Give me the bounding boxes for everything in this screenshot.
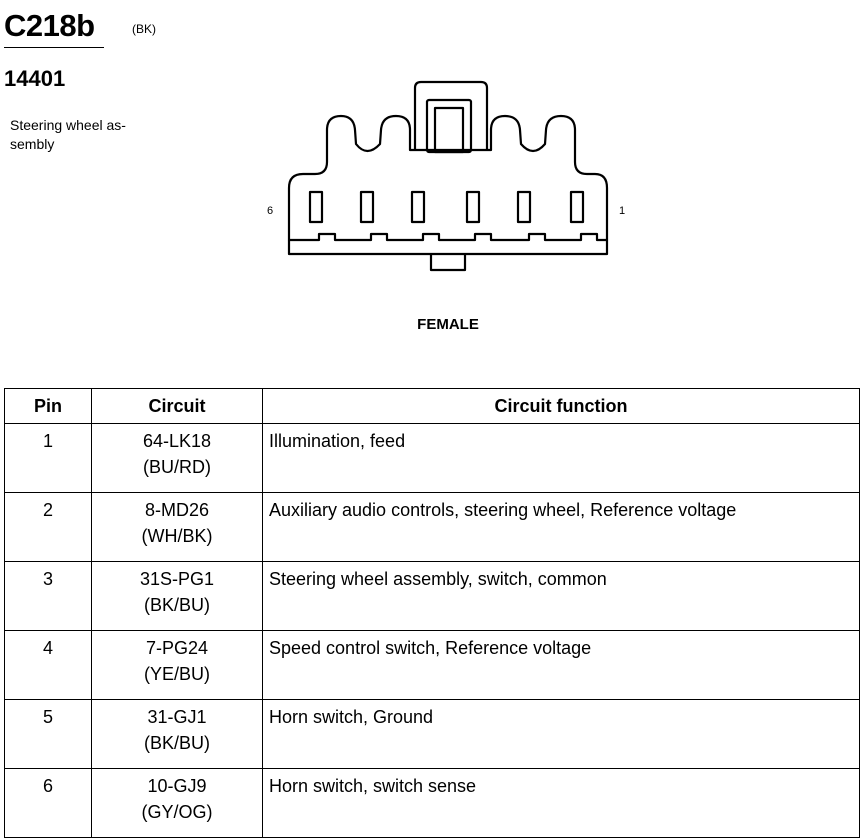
circuit-number: 31S-PG1 [139, 569, 215, 589]
table-row [5, 700, 860, 769]
pin-cavity-2 [518, 192, 530, 222]
pin-cavity-5 [361, 192, 373, 222]
title-rule [4, 47, 104, 48]
circuit-function: Speed control switch, Reference voltage [263, 631, 860, 700]
circuit-function: Horn switch, switch sense [263, 769, 860, 838]
circuit-cell [92, 424, 263, 493]
circuit-function: Horn switch, Ground [263, 700, 860, 769]
wire-color: (GY/OG) [141, 802, 213, 822]
circuit-number: 8-MD26 [144, 500, 210, 520]
circuit-cell [92, 493, 263, 562]
table-row [5, 424, 860, 493]
connector-base-tab [431, 254, 465, 270]
table-row [5, 493, 860, 562]
connector-color-code: (BK) [132, 22, 156, 36]
circuit-number: 7-PG24 [145, 638, 209, 658]
pin-table-body [5, 424, 860, 838]
circuit-function: Auxiliary audio controls, steering wheel, Reference voltage [263, 493, 860, 562]
pin-table-header-row [5, 389, 860, 424]
circuit-cell [92, 769, 263, 838]
pin-number: 1 [5, 424, 92, 493]
connector-diagram [255, 78, 645, 288]
table-row [5, 769, 860, 838]
pin-6-label: 6 [267, 205, 274, 217]
connector-base [289, 240, 607, 254]
circuit-function: Illumination, feed [263, 424, 860, 493]
pin-cavity-4 [412, 192, 424, 222]
wire-color: (BK/BU) [143, 595, 210, 615]
connector-latch-inner [435, 108, 463, 152]
pin-1-label: 1 [619, 205, 626, 217]
circuit-function: Steering wheel assembly, switch, common [263, 562, 860, 631]
circuit-number: 10-GJ9 [147, 776, 207, 796]
wire-color: (BU/RD) [143, 457, 211, 477]
pin-number: 6 [5, 769, 92, 838]
table-row [5, 562, 860, 631]
pin-number: 2 [5, 493, 92, 562]
connector-id: C218b [4, 8, 95, 43]
pin-number: 4 [5, 631, 92, 700]
circuit-number: 64-LK18 [142, 431, 212, 451]
connector-description-text: Steering wheel as- sembly [10, 117, 126, 152]
wire-color: (WH/BK) [141, 526, 213, 546]
header-circuit-function: Circuit function [263, 389, 860, 424]
circuit-cell [92, 631, 263, 700]
header-circuit: Circuit [92, 389, 263, 424]
circuit-number: 31-GJ1 [147, 707, 207, 727]
wire-color: (YE/BU) [143, 664, 210, 684]
pin-cavity-1 [571, 192, 583, 222]
connector-description [10, 116, 170, 154]
female-view-label: FEMALE [417, 316, 479, 333]
connector-latch [415, 82, 487, 150]
header-pin: Pin [5, 389, 92, 424]
table-row [5, 631, 860, 700]
circuit-cell [92, 700, 263, 769]
pin-number: 5 [5, 700, 92, 769]
connector-body-outline [289, 116, 607, 240]
circuit-cell [92, 562, 263, 631]
part-number: 14401 [4, 66, 66, 91]
pin-cavity-6 [310, 192, 322, 222]
wire-color: (BK/BU) [143, 733, 210, 753]
pin-table [4, 388, 860, 838]
pin-number: 3 [5, 562, 92, 631]
pin-cavity-3 [467, 192, 479, 222]
